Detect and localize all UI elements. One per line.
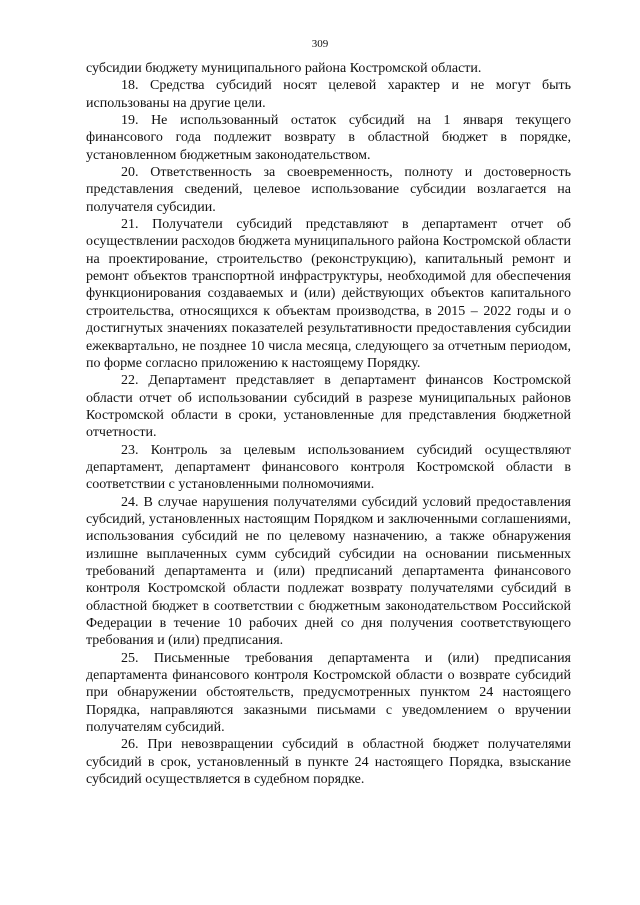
paragraph-25: 25. Письменные требования департамента и (или) предписания департамента финансового контроля Костромской области о возврате субсидий при обнаружении обстоятельств, предусмотренных пунктом 24 настоящего Порядка, направляются заказными письмами с уведомлением о вручении получателям субсидий. — [86, 650, 571, 736]
paragraph-21: 21. Получатели субсидий представляют в департамент отчет об осуществлении расходов бюджета муниципального района Костромской области на проектирование, строительство (реконструкцию), капитальный ремонт и ремонт объектов транспортной инфраструктуры, необходимой для обеспечения функционирования создаваемых и (или) действующих объектов капитального строительства, относящихся к объектам производства, в 2015 – 2022 годы и о достигнутых значениях показателей результативности предоставления субсидии ежеквартально, не позднее 10 числа месяца, следующего за отчетным периодом, по форме согласно приложению к настоящему Порядку. — [86, 217, 571, 371]
paragraph-18: 18. Средства субсидий носят целевой характер и не могут быть использованы на другие цели. — [86, 78, 571, 111]
paragraph-20: 20. Ответственность за своевременность, полноту и достоверность представления сведений, целевое использование субсидии возлагается на получателя субсидии. — [86, 165, 571, 215]
paragraph-23: 23. Контроль за целевым использованием субсидий осуществляют департамент, департамент финансового контроля Костромской области в соответствии с установленными полномочиями. — [86, 442, 571, 493]
paragraph-19: 19. Не использованный остаток субсидий на 1 января текущего финансового года подлежит возврату в областной бюджет в порядке, установленном бюджетным законодательством. — [86, 113, 571, 163]
paragraph-26: 26. При невозвращении субсидий в областной бюджет получателями субсидий в срок, установленный в пункте 24 настоящего Порядка, взыскание субсидий осуществляется в судебном порядке. — [86, 737, 571, 788]
page-number: 309 — [311, 38, 329, 50]
paragraph-22: 22. Департамент представляет в департамент финансов Костромской области отчет об использовании субсидий в разрезе муниципальных районов Костромской области в сроки, установленные для представления бюджетной отчетности. — [86, 373, 571, 441]
paragraph-24: 24. В случае нарушения получателями субсидий условий предоставления субсидий, установленных настоящим Порядком и заключенными соглашениями, использования субсидий не по целевому назначению, а также обнаружения излишне выплаченных сумм субсидий субсидии на основании письменных требований департамента и (или) предписаний департамента финансового контроля Костромской области подлежат возврату получателями субсидий в областной бюджет в соответствии с бюджетным законодательством Российской Федерации в течение 10 рабочих дней со дня получения соответствующего требования и (или) предписания. — [86, 494, 571, 649]
paragraph-continuation: субсидии бюджету муниципального района Костромской области. — [86, 61, 482, 76]
document-body — [86, 60, 571, 788]
